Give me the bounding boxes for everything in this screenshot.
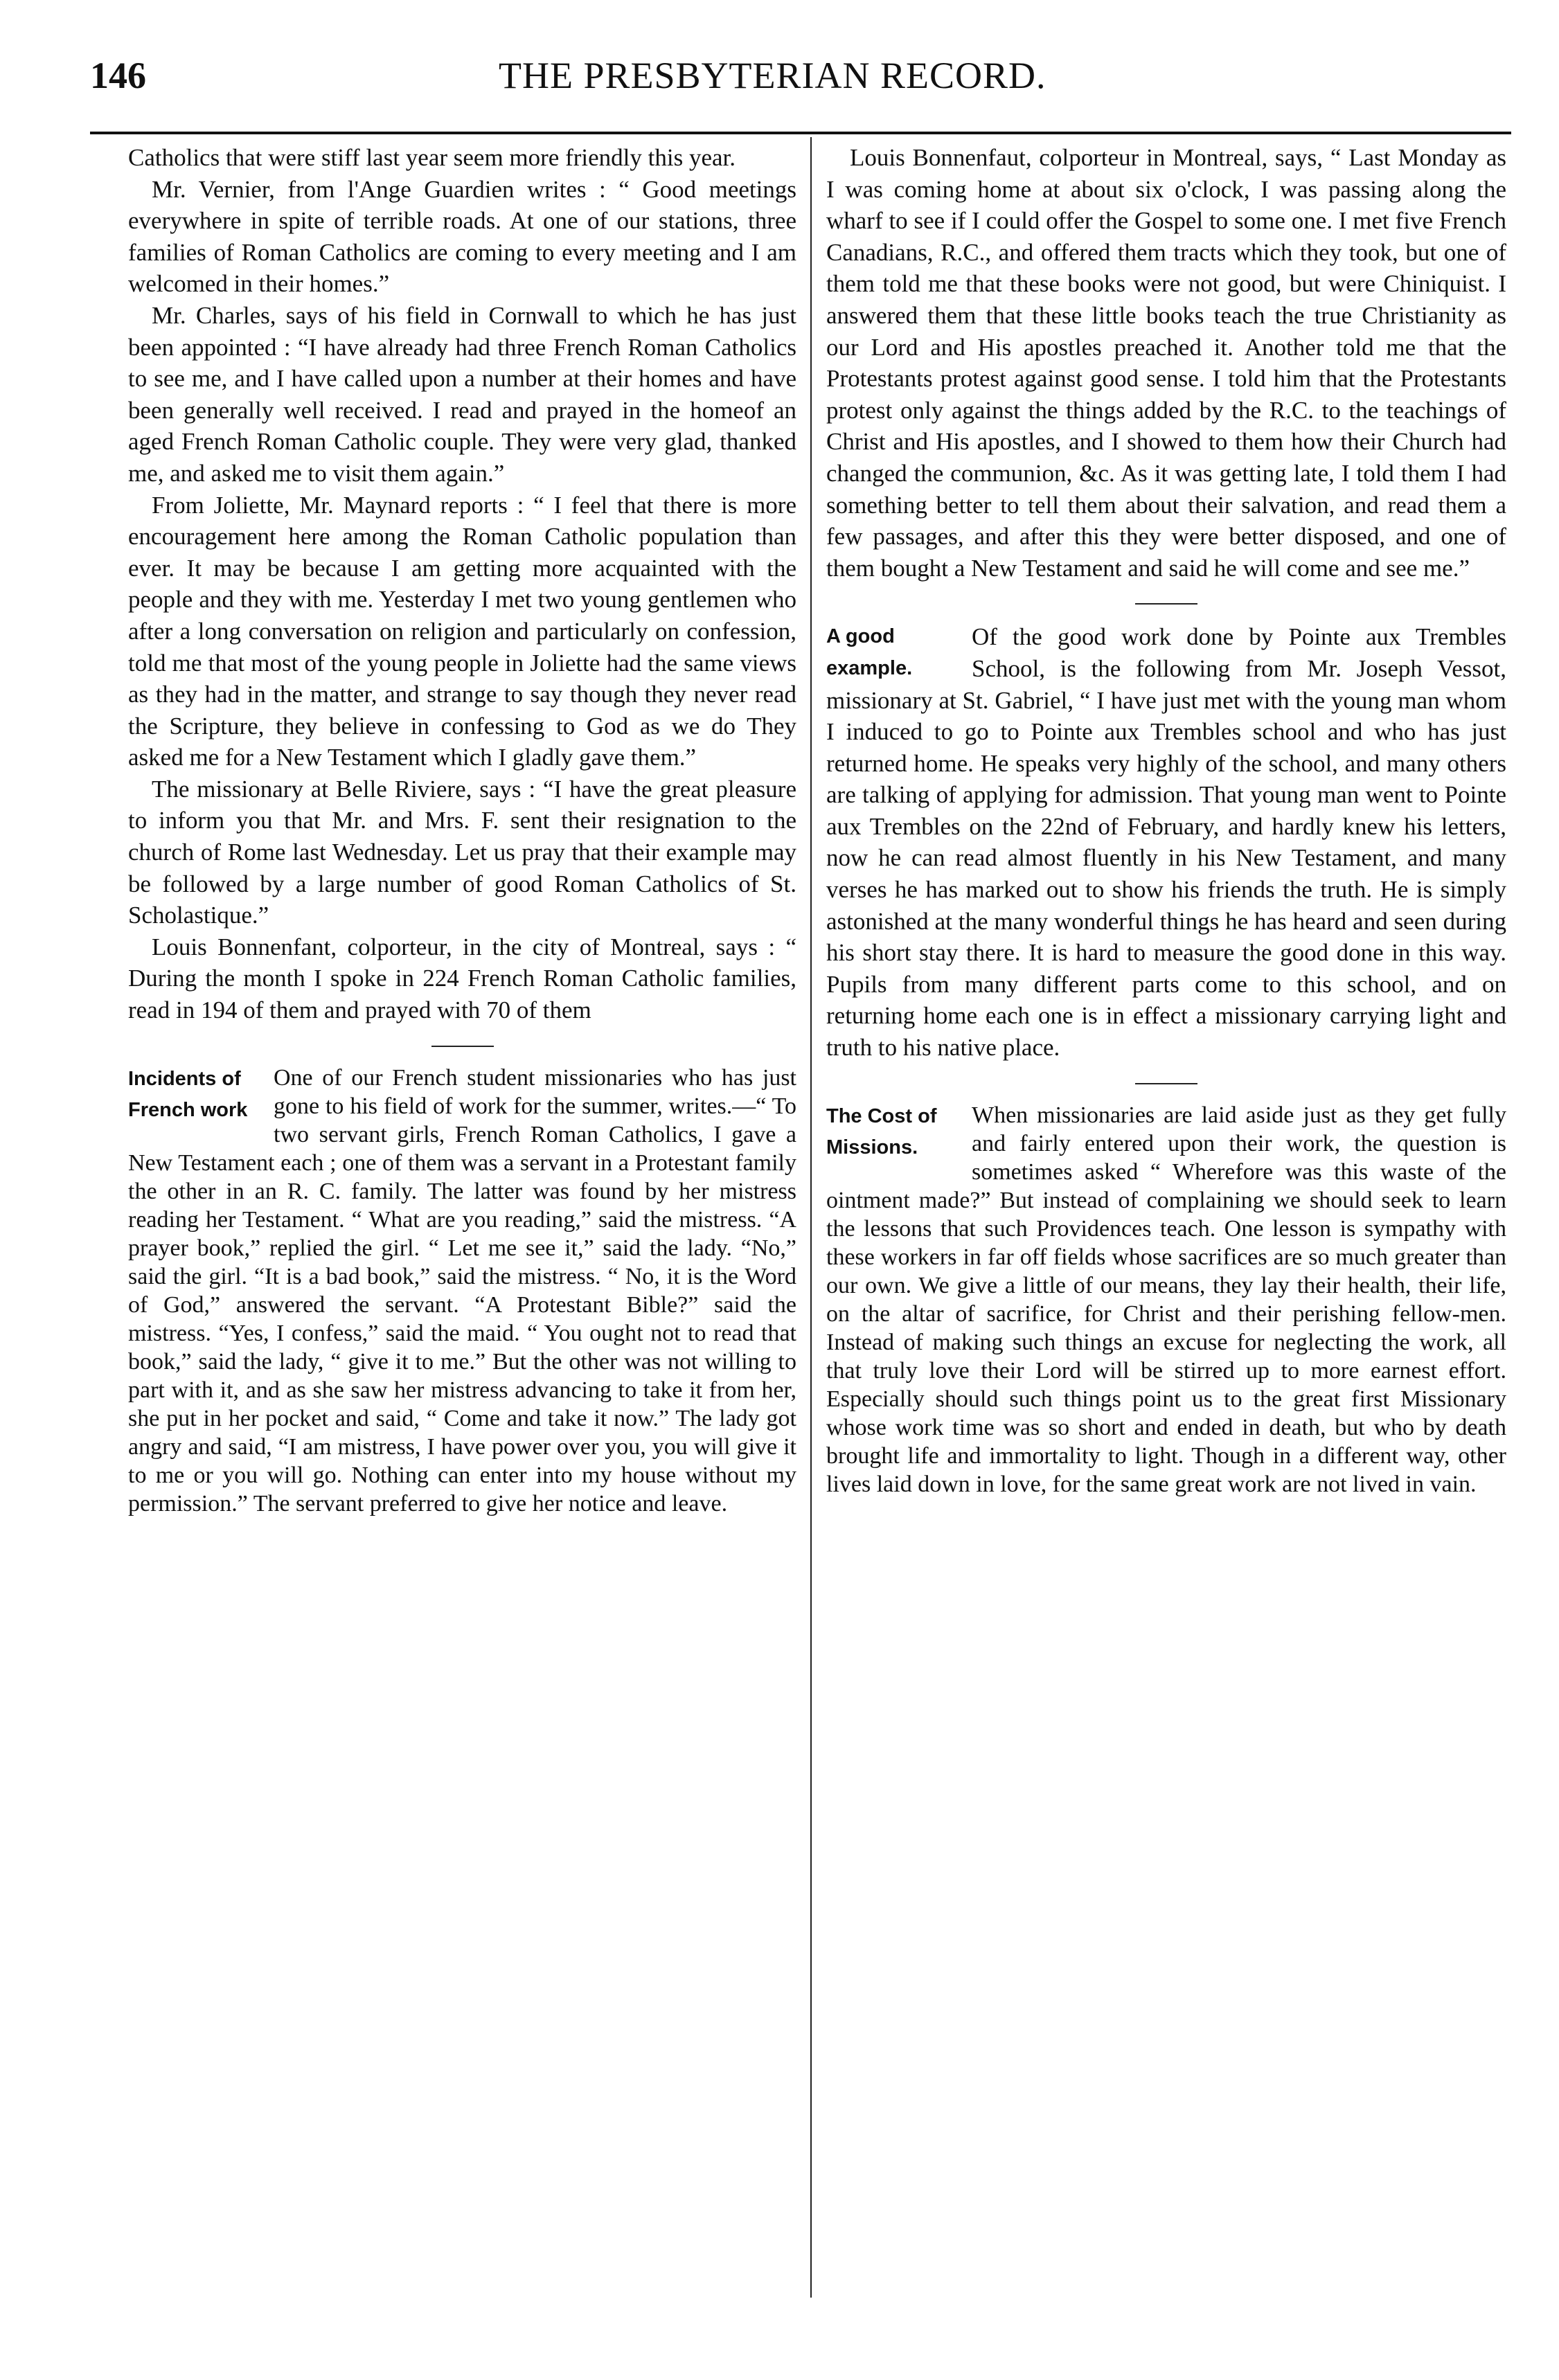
page-number: 146 xyxy=(90,55,146,96)
section-side-heading xyxy=(826,621,965,684)
left-column xyxy=(128,142,796,1518)
side-heading-line: Incidents of xyxy=(128,1067,241,1090)
section-divider xyxy=(431,1046,494,1047)
side-heading-line: A good xyxy=(826,625,895,648)
section-incidents-of-french-work xyxy=(128,1064,796,1518)
section-text: Of the good work done by Pointe aux Trembles School, is the following from Mr. Joseph Vessot, missionary at St. Gabriel, “ I have just met with the young man whom I induced to go to Pointe aux Trembles school and who has just returned home. He speaks very highly of the school, and many others are talking of applying for admission. That young man went to Pointe aux Trembles on the 22nd of February, and hardly knew his letters, now he can read almost fluently in his New Testament, and many verses he has marked out to show his friends the truth. He is simply astonished at the many wonderful things he has heard and seen during his short stay there. It is hard to measure the good done in this way. Pupils from many different parts come to this school, and on returning home each one is in effect a missionary carrying light and truth to his native place. xyxy=(826,623,1506,1062)
section-text: One of our French student missionaries who has just gone to his field of work for the summer, writes.—“ To two servant girls, French Roman Catholics, I gave a New Testament each ; one of them was a servant in a Protestant family the other in an R. C. family. The latter was found by her mistress reading her Testament. “ What are you reading,” said the mistress. “A prayer book,” replied the girl. “ Let me see it,” said the lady. “No,” said the girl. “It is a bad book,” said the mistress. “ No, it is the Word of God,” answered the servant. “A Protestant Bible?” said the mistress. “Yes, I confess,” said the maid. “ You ought not to read that book,” said the lady, “ give it to me.” But the other was not willing to part with it, and as she saw her mistress advancing to take it from her, she put in her pocket and said, “ Come and take it now.” The lady got angry and said, “I am mistress, I have power over you, you will give it to me or you will go. Nothing can enter into my house without my permission.” The servant preferred to give her notice and leave. xyxy=(128,1064,796,1516)
side-heading-line: example. xyxy=(826,656,913,679)
side-heading-line: Missions. xyxy=(826,1136,918,1159)
section-divider xyxy=(1135,1083,1197,1084)
paragraph: Mr. Vernier, from l'Ange Guardien writes : “ Good meetings everywhere in spite of terrible roads. At one of our stations, three families of Roman Catholics are coming to every meeting and I am welcomed in their homes.” xyxy=(128,175,796,298)
side-heading-line: The Cost of xyxy=(826,1104,937,1127)
section-side-heading xyxy=(826,1101,965,1164)
journal-title: THE PRESBYTERIAN RECORD. xyxy=(499,55,1046,96)
section-a-good-example xyxy=(826,621,1506,1063)
section-text: When missionaries are laid aside just as they get fully and fairly entered upon their work, the question is sometimes asked “ Wherefore was this waste of the ointment made?” But instead of complaining we should seek to learn the lessons that such Providences teach. One lesson is sympathy with these workers in far off fields whose sacrifices are so much greater than our own. We give a little of our means, they lay their health, their life, on the altar of sacrifice, for Christ and their perishing fellow-men. Instead of making such things an excuse for neglecting the work, all that truly love their Lord will be stirred up to more earnest effort. Especially should such things point us to the great first Missionary whose work time was so short and ended in death, but who by death brought life and immortality to light. Though in a different way, other lives laid down in love, for the same great work are not lived in vain. xyxy=(826,1102,1506,1497)
paragraph: Louis Bonnenfaut, colporteur in Montreal, says, “ Last Monday as I was coming home at about six o'clock, I was passing along the wharf to see if I could offer the Gospel to some one. I met five French Canadians, R.C., and offered them tracts which they took, but one of them told me that these books were not good, but were Chiniquist. I answered them that these little books teach the true Christianity as our Lord and His apostles preached it. Another told me that the Protestants protest against good sense. I told him that the Protestants protest only against the things added by the R.C. to the teachings of Christ and His apostles, and I showed to them how their Church had changed the communion, &c. As it was getting late, I told them I had something better to tell them about their salvation, and read them a few passages, and after this they were better disposed, and one of them bought a New Testament and said he will come and see me.” xyxy=(826,144,1506,582)
side-heading-line: French work xyxy=(128,1099,248,1122)
paragraph: From Joliette, Mr. Maynard reports : “ I feel that there is more encouragement here among the Roman Catholic population than ever. It may be because I am getting more acquainted with the people and they with me. Yesterday I met two young gentlemen who after a long conversation on religion and particularly on confession, told me that most of the young people in Joliette had the same views as they had in the matter, and strange to say though they never read the Scripture, they believe in confessing to God as we do They asked me for a New Testament which I gladly gave them.” xyxy=(128,491,796,771)
section-the-cost-of-missions xyxy=(826,1101,1506,1498)
paragraph: Catholics that were stiff last year seem more friendly this year. xyxy=(128,144,736,171)
paragraph: The missionary at Belle Riviere, says : “I have the great pleasure to inform you that Mr. and Mrs. F. sent their resignation to the church of Rome last Wednesday. Let us pray that their example may be followed by a large number of good Roman Catholics of St. Scholastique.” xyxy=(128,775,796,929)
page-header xyxy=(90,54,1510,109)
paragraph: Louis Bonnenfant, colporteur, in the city of Montreal, says : “ During the month I spoke in 224 French Roman Catholic families, read in 194 of them and prayed with 70 of them xyxy=(128,933,796,1024)
header-rule xyxy=(90,132,1511,134)
section-side-heading xyxy=(128,1064,267,1127)
right-column xyxy=(826,142,1506,1498)
column-rule xyxy=(810,137,812,2298)
paragraph: Mr. Charles, says of his field in Cornwall to which he has just been appointed : “I have already had three French Roman Catholics to see me, and I have called upon a number at their homes and have been generally well received. I read and prayed in the homeof an aged French Roman Catholic couple. They were very glad, thanked me, and asked me to visit them again.” xyxy=(128,301,796,487)
section-divider xyxy=(1135,603,1197,605)
